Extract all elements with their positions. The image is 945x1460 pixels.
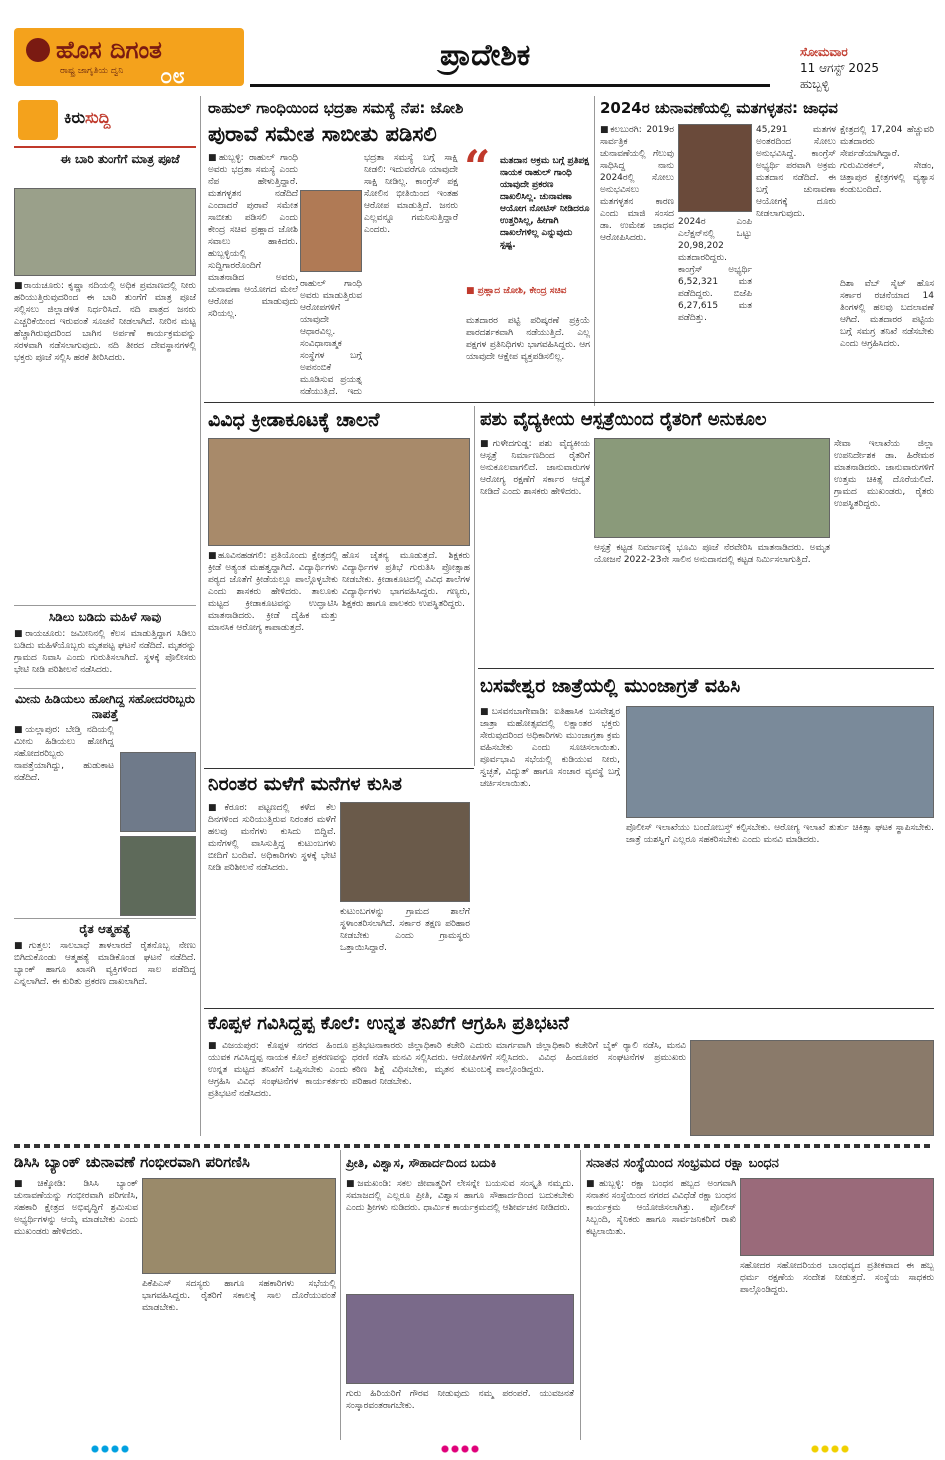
divider <box>478 668 934 669</box>
headline-dcc: ಡಿಸಿಸಿ ಬ್ಯಾಂಕ್ ಚುನಾವಣೆ ಗಂಭೀರವಾಗಿ ಪರಿಗಣಿಸಿ <box>14 1153 250 1171</box>
joshi-quote-by: ■ ಪ್ರಹ್ಲಾದ ಜೋಶಿ, ಕೇಂದ್ರ ಸಚಿವ <box>466 286 567 296</box>
headline-raita: ರೈತ ಆತ್ಮಹತ್ಯೆ <box>79 922 131 936</box>
story-joshi-col3: ರಾಹುಲ್ ಗಾಂಧಿ ಅವರು ಮಾಡುತ್ತಿರುವ ಆರೋಪಗಳಿಗೆ ಯಾವುದೇ ಆಧಾರವಿಲ್ಲ. ಸಂವಿಧಾನಾತ್ಮಕ ಸಂಸ್ಥೆಗಳ ಬಗ್ಗೆ ಅಪನಂಬಿಕೆ ಮೂಡಿಸುವ ಪ್ರಯತ್ನ ನಡೆಯುತ್ತಿದೆ. ಇದು <box>300 279 362 396</box>
divider <box>204 768 474 769</box>
story-basava-col2: ಪೊಲೀಸ್ ಇಲಾಖೆಯು ಬಂದೋಬಸ್ತ್ ಕಲ್ಪಿಸಬೇಕು. ಆರೋಗ್ಯ ಇಲಾಖೆ ತುರ್ತು ಚಿಕಿತ್ಸಾ ಘಟಕ ಸ್ಥಾಪಿಸಬೇಕು. ಜಾತ್ರೆ ಯಶಸ್ವಿಗೆ ಎಲ್ಲರೂ ಸಹಕರಿಸಬೇಕು ಎಂದು ಮನವಿ ಮಾಡಿದರು. <box>626 823 934 845</box>
photo-kreeda <box>208 438 470 546</box>
story-pashu-col3: ಸೇವಾ ಇಲಾಖೆಯ ಜಿಲ್ಲಾ ಉಪನಿರ್ದೇಶಕ ಡಾ. ಹಿರೇಮಠ ಮಾತನಾಡಿದರು. ಜಾನುವಾರುಗಳಿಗೆ ಉತ್ತಮ ಚಿಕಿತ್ಸೆ ದೊರೆಯಲಿದೆ. ಗ್ರಾಮದ ಮುಖಂಡರು, ರೈತರು ಉಪಸ್ಥಿತರಿದ್ದರು. <box>834 439 934 509</box>
story-jadhav-col3: ಕ್ಷೇತ್ರದಲ್ಲಿ 17,204 ಹೆಚ್ಚುವರಿ ಮತದಾರರು ಸೇರ್ಪಡೆಯಾಗಿದ್ದಾರೆ. ಗುರುಮಿಠಕಲ್, ಸೇಡಂ, ಚಿತ್ತಾಪುರ ಕ್ಷೇತ್ರಗಳಲ್ಲಿ ವ್ಯತ್ಯಾಸ ಕಂಡುಬಂದಿದೆ. <box>840 125 934 195</box>
print-registration-mark <box>810 1444 850 1454</box>
column-rule <box>474 406 475 766</box>
headline-joshi: ರಾಹುಲ್ ಗಾಂಧಿಯಿಂದ ಭದ್ರತಾ ಸಮಸ್ಯೆ ನೆಪ: ಜೋಶಿ <box>208 99 464 117</box>
photo-preeti <box>346 1294 574 1384</box>
story-male-col1: ■ಕೆರೂರ: ಪಟ್ಟಣದಲ್ಲಿ ಕಳೆದ ಕೆಲ ದಿನಗಳಿಂದ ಸುರಿಯುತ್ತಿರುವ ನಿರಂತರ ಮಳೆಗೆ ಹಲವು ಮನೆಗಳು ಕುಸಿದು ಬಿದ್ದಿವೆ. ಮನೆಗಳಲ್ಲಿ ವಾಸಿಸುತ್ತಿದ್ದ ಕುಟುಂಬಗಳು ಬೀದಿಗೆ ಬಂದಿವೆ. ಅಧಿಕಾರಿಗಳು ಸ್ಥಳಕ್ಕೆ ಭೇಟಿ ನೀಡಿ ಪರಿಶೀಲನೆ ನಡೆಸಿದರು. <box>208 803 336 873</box>
headline-koppal: ಕೊಪ್ಪಳ ಗವಿಸಿದ್ದಪ್ಪ ಕೊಲೆ: ಉನ್ನತ ತನಿಖೆಗೆ ಆಗ್ರಹಿಸಿ ಪ್ರತಿಭಟನೆ <box>208 1013 570 1034</box>
story-sidilu: ■ರಾಯಚೂರು: ಜಮೀನಿನಲ್ಲಿ ಕೆಲಸ ಮಾಡುತ್ತಿದ್ದಾಗ ಸಿಡಿಲು ಬಡಿದು ಮಹಿಳೆಯೊಬ್ಬರು ಮೃತಪಟ್ಟ ಘಟನೆ ನಡೆದಿದೆ. ಮೃತರನ್ನು ಗ್ರಾಮದ ನಿವಾಸಿ ಎಂದು ಗುರುತಿಸಲಾಗಿದೆ. ಸ್ಥಳಕ್ಕೆ ಪೊಲೀಸರು ಭೇಟಿ ನೀಡಿ ಪರಿಶೀಲನೆ ನಡೆಸಿದರು. <box>14 629 196 675</box>
headline-joshi-main: ಪುರಾವೆ ಸಮೇತ ಸಾಬೀತು ಪಡಿಸಲಿ <box>208 122 437 146</box>
story-jadhav-col4: 2024ರ ಎಂಪಿ ಎಲೆಕ್ಷನ್‌ನಲ್ಲಿ ಒಟ್ಟು 20,98,202 ಮತದಾರರಿದ್ದರು. ಕಾಂಗ್ರೆಸ್ ಅಭ್ಯರ್ಥಿ 6,52,321 ಮತ ಪಡೆದಿದ್ದರು. ಬಿಜೆಪಿ 6,27,615 ಮತ ಪಡೆದಿತ್ತು. <box>678 217 752 323</box>
photo-tunga <box>14 188 196 276</box>
kirusuddi-label <box>64 108 110 128</box>
story-tunga: ■ರಾಯಚೂರು: ಕೃಷ್ಣಾ ನದಿಯಲ್ಲಿ ಅಧಿಕ ಪ್ರಮಾಣದಲ್ಲಿ ನೀರು ಹರಿಯುತ್ತಿರುವುದರಿಂದ ಈ ಬಾರಿ ತುಂಗೆಗೆ ಮಾತ್ರ ಪೂಜೆ ಸಲ್ಲಿಸಲು ಜಿಲ್ಲಾಡಳಿತ ನಿರ್ಧರಿಸಿದೆ. ನದಿ ಪಾತ್ರದ ಜನರು ಎಚ್ಚರಿಕೆಯಿಂದ ಇರುವಂತೆ ಸೂಚನೆ ನೀಡಲಾಗಿದೆ. ನೀರಿನ ಮಟ್ಟ ಹೆಚ್ಚಾಗಿರುವುದರಿಂದ ಬಾಗಿನ ಅರ್ಪಣೆ ಕಾರ್ಯಕ್ರಮವನ್ನು ಸರಳವಾಗಿ ನಡೆಸಲಾಗುವುದು. ನದಿ ತೀರದ ದೇವಸ್ಥಾನಗಳಲ್ಲಿ ಭಕ್ತರು ಪೂಜೆ ಸಲ್ಲಿಸಿ ಹರಕೆ ತೀರಿಸಿದರು. <box>14 281 196 363</box>
kiru-text: ಕಿರು <box>64 108 86 127</box>
story-pashu-col1: ■ಗುಳೇದಗುಡ್ಡ: ಪಶು ವೈದ್ಯಕೀಯ ಆಸ್ಪತ್ರೆ ನಿರ್ಮಾಣದಿಂದ ರೈತರಿಗೆ ಅನುಕೂಲವಾಗಲಿದೆ. ಜಾನುವಾರುಗಳ ಆರೋಗ್ಯ ರಕ್ಷಣೆಗೆ ಸರ್ಕಾರ ಆದ್ಯತೆ ನೀಡಿದೆ ಎಂದು ಶಾಸಕರು ಹೇಳಿದರು. <box>480 439 590 497</box>
kirusuddi-icon <box>18 100 58 140</box>
story-jadhav-col1: ■ಕಲಬುರಗಿ: 2019ರ ಸಾರ್ವತ್ರಿಕ ಚುನಾವಣೆಯಲ್ಲಿ ಗೆಲುವು ಸಾಧಿಸಿದ್ದ ನಾನು 2024ರಲ್ಲಿ ಸೋಲು ಅನುಭವಿಸಲು ಮತಗಳ್ಳತನ ಕಾರಣ ಎಂದು ಮಾಜಿ ಸಂಸದ ಡಾ. ಉಮೇಶ ಜಾಧವ ಆರೋಪಿಸಿದರು. <box>600 125 674 243</box>
photo-person-2 <box>120 836 196 916</box>
photo-male <box>340 802 470 902</box>
column-rule <box>580 1150 581 1440</box>
photo-koppal <box>690 1040 934 1136</box>
story-sanatana-col1: ■ಹುಬ್ಬಳ್ಳಿ: ರಕ್ಷಾ ಬಂಧನ ಹಬ್ಬದ ಅಂಗವಾಗಿ ಸನಾತನ ಸಂಸ್ಥೆಯಿಂದ ನಗರದ ವಿವಿಧೆಡೆ ರಕ್ಷಾ ಬಂಧನ ಕಾರ್ಯಕ್ರಮ ಆಯೋಜಿಸಲಾಗಿತ್ತು. ಪೊಲೀಸ್ ಸಿಬ್ಬಂದಿ, ಸೈನಿಕರು ಹಾಗೂ ಸಾರ್ವಜನಿಕರಿಗೆ ರಾಖಿ ಕಟ್ಟಲಾಯಿತು. <box>586 1179 736 1237</box>
story-raita: ■ಗುತ್ತಲ: ಸಾಲಬಾಧೆ ತಾಳಲಾರದೆ ರೈತನೊಬ್ಬ ನೇಣು ಬಿಗಿದುಕೊಂಡು ಆತ್ಮಹತ್ಯೆ ಮಾಡಿಕೊಂಡ ಘಟನೆ ನಡೆದಿದೆ. ಬ್ಯಾಂಕ್ ಹಾಗೂ ಖಾಸಗಿ ವ್ಯಕ್ತಿಗಳಿಂದ ಸಾಲ ಪಡೆದಿದ್ದ ಎನ್ನಲಾಗಿದೆ. ಈ ಕುರಿತು ಪ್ರಕರಣ ದಾಖಲಾಗಿದೆ. <box>14 941 196 987</box>
joshi-quote: ಮತದಾನ ಅಕ್ರಮ ಬಗ್ಗೆ ಪ್ರತಿಪಕ್ಷ ನಾಯಕ ರಾಹುಲ್ ಗಾಂಧಿ ಯಾವುದೇ ಪ್ರಕರಣ ದಾಖಲಿಸಿಲ್ಲ. ಚುನಾವಣಾ ಆಯೋಗ ನೋಟಿಸ್ ನೀಡಿದರೂ ಉತ್ತರಿಸಿಲ್ಲ, ಹೀಗಾಗಿ ದಾಖಲೆಗಳಿಲ್ಲ ಎನ್ನುವುದು ಸ್ಪಷ್ಟ. <box>500 156 590 250</box>
column-rule <box>200 96 201 1136</box>
photo-basava <box>626 706 934 818</box>
headline-pashu: ಪಶು ವೈದ್ಯಕೀಯ ಆಸ್ಪತ್ರೆಯಿಂದ ರೈತರಿಗೆ ಅನುಕೂಲ <box>480 409 767 430</box>
newspaper-tagline: ರಾಷ್ಟ್ರ ಜಾಗೃತಿಯ ದ್ವನಿ <box>60 66 124 76</box>
masthead <box>0 0 945 92</box>
section-rule <box>250 84 770 87</box>
headline-jadhav: 2024ರ ಚುನಾವಣೆಯಲ್ಲಿ ಮತಗಳ್ಳತನ: ಜಾಧವ <box>600 99 838 117</box>
newspaper-name: ಹೊಸ ದಿಗಂತ <box>56 36 162 64</box>
photo-person-1 <box>120 752 196 832</box>
story-preeti-col1: ■ಜಮಖಂಡಿ: ಸಕಲ ಜೀವಾತ್ಮರಿಗೆ ಲೇಸನ್ನೇ ಬಯಸುವ ಸಂಸ್ಕೃತಿ ನಮ್ಮದು. ಸಮಾಜದಲ್ಲಿ ಎಲ್ಲರೂ ಪ್ರೀತಿ, ವಿಶ್ವಾಸ ಹಾಗೂ ಸೌಹಾರ್ದದಿಂದ ಬದುಕಬೇಕು ಎಂದು ಶ್ರೀಗಳು ನುಡಿದರು. ಧಾರ್ಮಿಕ ಕಾರ್ಯಕ್ರಮದಲ್ಲಿ ಆಶೀರ್ವಚನ ನೀಡಿದರು. <box>346 1179 574 1213</box>
divider <box>204 1008 934 1009</box>
story-meenu: ■ಯಲ್ಲಾಪುರ: ಬೇಡ್ತಿ ನದಿಯಲ್ಲಿ ಮೀನು ಹಿಡಿಯಲು ಹೋಗಿದ್ದ ಸಹೋದರರಿಬ್ಬರು ನಾಪತ್ತೆಯಾಗಿದ್ದು, ಹುಡುಕಾಟ ನಡೆದಿದೆ. <box>14 725 114 783</box>
headline-tunga: ಈ ಬಾರಿ ತುಂಗೆಗೆ ಮಾತ್ರ ಪೂಜೆ <box>60 152 180 166</box>
story-dcc-col1: ■ಚಿಕ್ಕೋಡಿ: ಡಿಸಿಸಿ ಬ್ಯಾಂಕ್ ಚುನಾವಣೆಯನ್ನು ಗಂಭೀರವಾಗಿ ಪರಿಗಣಿಸಿ, ಸಹಕಾರಿ ಕ್ಷೇತ್ರದ ಅಭಿವೃದ್ಧಿಗೆ ಶ್ರಮಿಸುವ ಅಭ್ಯರ್ಥಿಗಳನ್ನು ಆಯ್ಕೆ ಮಾಡಬೇಕು ಎಂದು ಮುಖಂಡರು ಹೇಳಿದರು. <box>14 1179 138 1237</box>
city-label: ಹುಬ್ಬಳ್ಳಿ <box>800 77 829 91</box>
headline-basava: ಬಸವೇಶ್ವರ ಜಾತ್ರೆಯಲ್ಲಿ ಮುಂಜಾಗ್ರತೆ ವಹಿಸಿ <box>480 675 741 697</box>
logo-icon <box>26 38 50 62</box>
story-basava-col1: ■ಬಸವನಬಾಗೇವಾಡಿ: ಐತಿಹಾಸಿಕ ಬಸವೇಶ್ವರ ಜಾತ್ರಾ ಮಹೋತ್ಸವದಲ್ಲಿ ಲಕ್ಷಾಂತರ ಭಕ್ತರು ಸೇರುವುದರಿಂದ ಅಧಿಕಾರಿಗಳು ಮುಂಜಾಗ್ರತಾ ಕ್ರಮ ವಹಿಸಬೇಕು ಎಂದು ಸೂಚಿಸಲಾಯಿತು. ಪೂರ್ವಭಾವಿ ಸಭೆಯಲ್ಲಿ ಕುಡಿಯುವ ನೀರು, ಸ್ವಚ್ಛತೆ, ವಿದ್ಯುತ್ ಹಾಗೂ ಸಂಚಾರ ವ್ಯವಸ್ಥೆ ಬಗ್ಗೆ ಚರ್ಚಿಸಲಾಯಿತು. <box>480 707 620 789</box>
photo-sanatana <box>740 1178 934 1256</box>
story-joshi-col1: ■ಹುಬ್ಬಳ್ಳಿ: ರಾಹುಲ್ ಗಾಂಧಿ ಅವರು ಭದ್ರತಾ ಸಮಸ್ಯೆ ಎಂದು ನೆಪ ಹೇಳುತ್ತಿದ್ದಾರೆ. ಮತಗಳ್ಳತನ ನಡೆದಿದೆ ಎಂದಾದರೆ ಪುರಾವೆ ಸಮೇತ ಸಾಬೀತು ಪಡಿಸಲಿ ಎಂದು ಕೇಂದ್ರ ಸಚಿವ ಪ್ರಹ್ಲಾದ ಜೋಶಿ ಸವಾಲು ಹಾಕಿದರು. ಹುಬ್ಬಳ್ಳಿಯಲ್ಲಿ ಸುದ್ದಿಗಾರರೊಂದಿಗೆ ಮಾತನಾಡಿದ ಅವರು, ಚುನಾವಣಾ ಆಯೋಗದ ಮೇಲೆ ಆರೋಪ ಮಾಡುವುದು ಸರಿಯಲ್ಲ. <box>208 153 298 319</box>
headline-kreeda: ವಿವಿಧ ಕ್ರೀಡಾಕೂಟಕ್ಕೆ ಚಾಲನೆ <box>208 409 380 431</box>
page-number: ೦೮ <box>160 64 185 89</box>
divider <box>204 402 934 403</box>
photo-jadhav <box>678 124 752 212</box>
section-title: ಪ್ರಾದೇಶಿಕ <box>440 38 531 73</box>
story-joshi-col4: ಮತದಾರರ ಪಟ್ಟಿ ಪರಿಷ್ಕರಣೆ ಪ್ರಕ್ರಿಯೆ ಪಾರದರ್ಶಕವಾಗಿ ನಡೆಯುತ್ತಿದೆ. ಎಲ್ಲ ಪಕ್ಷಗಳ ಪ್ರತಿನಿಧಿಗಳು ಭಾಗವಹಿಸಿದ್ದರು. ಆಗ ಯಾವುದೇ ಆಕ್ಷೇಪ ವ್ಯಕ್ತಪಡಿಸಲಿಲ್ಲ. <box>466 316 590 362</box>
photo-joshi <box>300 190 362 272</box>
story-kreeda-col1: ■ಹೂವಿನಹಡಗಲಿ: ಪ್ರತಿಯೊಂದು ಕ್ಷೇತ್ರದಲ್ಲಿ ಕ್ರೀಡೆ ಅತ್ಯಂತ ಮಹತ್ವದ್ದಾಗಿದೆ. ವಿದ್ಯಾರ್ಥಿಗಳು ಪಠ್ಯದ ಜೊತೆಗೆ ಕ್ರೀಡೆಯಲ್ಲೂ ಪಾಲ್ಗೊಳ್ಳಬೇಕು ಎಂದು ಶಾಸಕರು ಹೇಳಿದರು. ತಾಲೂಕು ಮಟ್ಟದ ಕ್ರೀಡಾಕೂಟವನ್ನು ಉದ್ಘಾಟಿಸಿ ಮಾತನಾಡಿದರು. ಕ್ರೀಡೆ ದೈಹಿಕ ಮತ್ತು ಮಾನಸಿಕ ಆರೋಗ್ಯ ಕಾಪಾಡುತ್ತದೆ. <box>208 551 338 633</box>
date-label: 11 ಆಗಸ್ಟ್ 2025 <box>800 61 879 75</box>
bottom-rule <box>14 1144 934 1148</box>
headline-male: ನಿರಂತರ ಮಳೆಗೆ ಮನೆಗಳ ಕುಸಿತ <box>208 773 402 795</box>
photo-dcc <box>142 1178 336 1274</box>
story-kreeda-col2: ಹೊಸ ಚೈತನ್ಯ ಮೂಡುತ್ತದೆ. ಶಿಕ್ಷಕರು ವಿದ್ಯಾರ್ಥಿಗಳ ಪ್ರತಿಭೆ ಗುರುತಿಸಿ ಪ್ರೋತ್ಸಾಹ ನೀಡಬೇಕು. ಕ್ರೀಡಾಕೂಟದಲ್ಲಿ ವಿವಿಧ ಶಾಲೆಗಳ ವಿದ್ಯಾರ್ಥಿಗಳು ಭಾಗವಹಿಸಿದ್ದರು. ಗಣ್ಯರು, ಶಿಕ್ಷಕರು ಹಾಗೂ ಪಾಲಕರು ಉಪಸ್ಥಿತರಿದ್ದರು. <box>342 551 470 609</box>
story-pashu-col2: ಆಸ್ಪತ್ರೆ ಕಟ್ಟಡ ನಿರ್ಮಾಣಕ್ಕೆ ಭೂಮಿ ಪೂಜೆ ನೆರವೇರಿಸಿ ಮಾತನಾಡಿದರು. ಅಮೃತ ಯೋಜನೆ 2022-23ನೇ ಸಾಲಿನ ಅನುದಾನದಲ್ಲಿ ಕಟ್ಟಡ ನಿರ್ಮಿಸಲಾಗುತ್ತಿದೆ. <box>594 543 830 565</box>
column-rule <box>594 96 595 406</box>
print-registration-mark <box>440 1444 480 1454</box>
print-registration-mark <box>90 1444 130 1454</box>
kirusuddi-rule <box>14 146 196 148</box>
divider <box>14 605 196 606</box>
story-koppal-col2: ಪ್ರತಿಭಟನಾಕಾರರು ಜಿಲ್ಲಾಧಿಕಾರಿ ಕಚೇರಿ ಎದುರು ಧರಣಿ ನಡೆಸಿ ಮನವಿ ಸಲ್ಲಿಸಿದರು. ಆರೋಪಿಗಳಿಗೆ ಕಠಿಣ ಶಿಕ್ಷೆ ವಿಧಿಸಬೇಕು, ಮೃತನ ಕುಟುಂಬಕ್ಕೆ ಪರಿಹಾರ ನೀಡಬೇಕು. <box>352 1041 492 1087</box>
story-sanatana-col2: ಸಹೋದರ ಸಹೋದರಿಯರ ಬಾಂಧವ್ಯದ ಪ್ರತೀಕವಾದ ಈ ಹಬ್ಬ ಧರ್ಮ ರಕ್ಷಣೆಯ ಸಂದೇಶ ನೀಡುತ್ತದೆ. ಸಂಸ್ಥೆಯ ಸಾಧಕರು ಪಾಲ್ಗೊಂಡಿದ್ದರು. <box>740 1261 934 1295</box>
story-dcc-col2: ಪಿಕೆಪಿಎಸ್ ಸದಸ್ಯರು ಹಾಗೂ ಸಹಕಾರಿಗಳು ಸಭೆಯಲ್ಲಿ ಭಾಗವಹಿಸಿದ್ದರು. ರೈತರಿಗೆ ಸಕಾಲಕ್ಕೆ ಸಾಲ ದೊರೆಯುವಂತೆ ಮಾಡಬೇಕು. <box>142 1279 336 1313</box>
headline-preeti: ಪ್ರೀತಿ, ವಿಶ್ವಾಸ, ಸೌಹಾರ್ದದಿಂದ ಬದುಕಿ <box>346 1156 497 1170</box>
story-koppal-col1: ■ವಿಜಯಪುರ: ಕೊಪ್ಪಳ ನಗರದ ಹಿಂದೂ ಯುವಕ ಗವಿಸಿದ್ದಪ್ಪ ನಾಯಕ ಕೊಲೆ ಪ್ರಕರಣವನ್ನು ಉನ್ನತ ಮಟ್ಟದ ತನಿಖೆಗೆ ಒಪ್ಪಿಸಬೇಕು ಎಂದು ಆಗ್ರಹಿಸಿ ವಿವಿಧ ಸಂಘಟನೆಗಳ ಕಾರ್ಯಕರ್ತರು ಪ್ರತಿಭಟನೆ ನಡೆಸಿದರು. <box>208 1041 348 1099</box>
day-label: ಸೋಮವಾರ <box>800 45 848 59</box>
dateline <box>800 44 930 92</box>
headline-meenu: ಮೀನು ಹಿಡಿಯಲು ಹೋಗಿದ್ದ ಸಹೋದರರಿಬ್ಬರು ನಾಪತ್ತೆ <box>15 692 195 721</box>
suddi-text: ಸುದ್ದಿ <box>85 108 111 127</box>
story-koppal-col3: ಮಾರ್ಗವಾಗಿ ಜಿಲ್ಲಾಧಿಕಾರಿ ಕಚೇರಿಗೆ ಬೈಕ್ ರ್‍ಯಾಲಿ ನಡೆಸಿ, ಮನವಿ ಸಲ್ಲಿಸಿದರು. ವಿವಿಧ ಹಿಂದೂಪರ ಸಂಘಟನೆಗಳ ಪ್ರಮುಖರು ಪಾಲ್ಗೊಂಡಿದ್ದರು. <box>496 1041 686 1075</box>
headline-sanatana: ಸನಾತನ ಸಂಸ್ಥೆಯಿಂದ ಸಂಭ್ರಮದ ರಕ್ಷಾ ಬಂಧನ <box>586 1156 779 1171</box>
story-joshi-col2: ಭದ್ರತಾ ಸಮಸ್ಯೆ ಬಗ್ಗೆ ಸಾಕ್ಷಿ ನೀಡಲಿ: ಇದುವರೆಗೂ ಯಾವುದೇ ಸಾಕ್ಷಿ ನೀಡಿಲ್ಲ. ಕಾಂಗ್ರೆಸ್ ಪಕ್ಷ ಸೋಲಿನ ಭೀತಿಯಿಂದ ಇಂತಹ ಆರೋಪ ಮಾಡುತ್ತಿದೆ. ಜನರು ಎಲ್ಲವನ್ನೂ ಗಮನಿಸುತ್ತಿದ್ದಾರೆ ಎಂದರು. <box>364 153 458 235</box>
divider <box>14 918 196 919</box>
headline-sidilu: ಸಿಡಿಲು ಬಡಿದು ಮಹಿಳೆ ಸಾವು <box>48 610 162 624</box>
story-preeti-col2: ಗುರು ಹಿರಿಯರಿಗೆ ಗೌರವ ನೀಡುವುದು ನಮ್ಮ ಪರಂಪರೆ. ಯುವಜನತೆ ಸಂಸ್ಕಾರವಂತರಾಗಬೇಕು. <box>346 1389 574 1411</box>
quote-icon: “ <box>464 140 491 194</box>
photo-pashu <box>594 438 830 538</box>
column-rule <box>340 1150 341 1440</box>
story-jadhav-col2: 45,291 ಮತಗಳ ಅಂತರದಿಂದ ಸೋಲು ಅನುಭವಿಸಿದ್ದೆ. ಕಾಂಗ್ರೆಸ್ ಅಭ್ಯರ್ಥಿ ಪರವಾಗಿ ಅಕ್ರಮ ಮತದಾನ ನಡೆದಿದೆ. ಈ ಬಗ್ಗೆ ಚುನಾವಣಾ ಆಯೋಗಕ್ಕೆ ದೂರು ನೀಡಲಾಗುವುದು. <box>756 125 836 219</box>
story-jadhav-col5: ದಿಶಾ ವೆಬ್ ಸೈಟ್ ಹೊಸ ಸರ್ಕಾರ ರಚನೆಯಾದ 14 ತಿಂಗಳಲ್ಲಿ ಹಲವು ಬದಲಾವಣೆ ಆಗಿದೆ. ಮತದಾರರ ಪಟ್ಟಿಯ ಬಗ್ಗೆ ಸಮಗ್ರ ತನಿಖೆ ನಡೆಸಬೇಕು ಎಂದು ಆಗ್ರಹಿಸಿದರು. <box>840 279 934 349</box>
divider <box>14 688 196 689</box>
story-male-col2: ಕುಟುಂಬಗಳನ್ನು ಗ್ರಾಮದ ಶಾಲೆಗೆ ಸ್ಥಳಾಂತರಿಸಲಾಗಿದೆ. ಸರ್ಕಾರ ತಕ್ಷಣ ಪರಿಹಾರ ನೀಡಬೇಕು ಎಂದು ಗ್ರಾಮಸ್ಥರು ಒತ್ತಾಯಿಸಿದ್ದಾರೆ. <box>340 907 470 953</box>
